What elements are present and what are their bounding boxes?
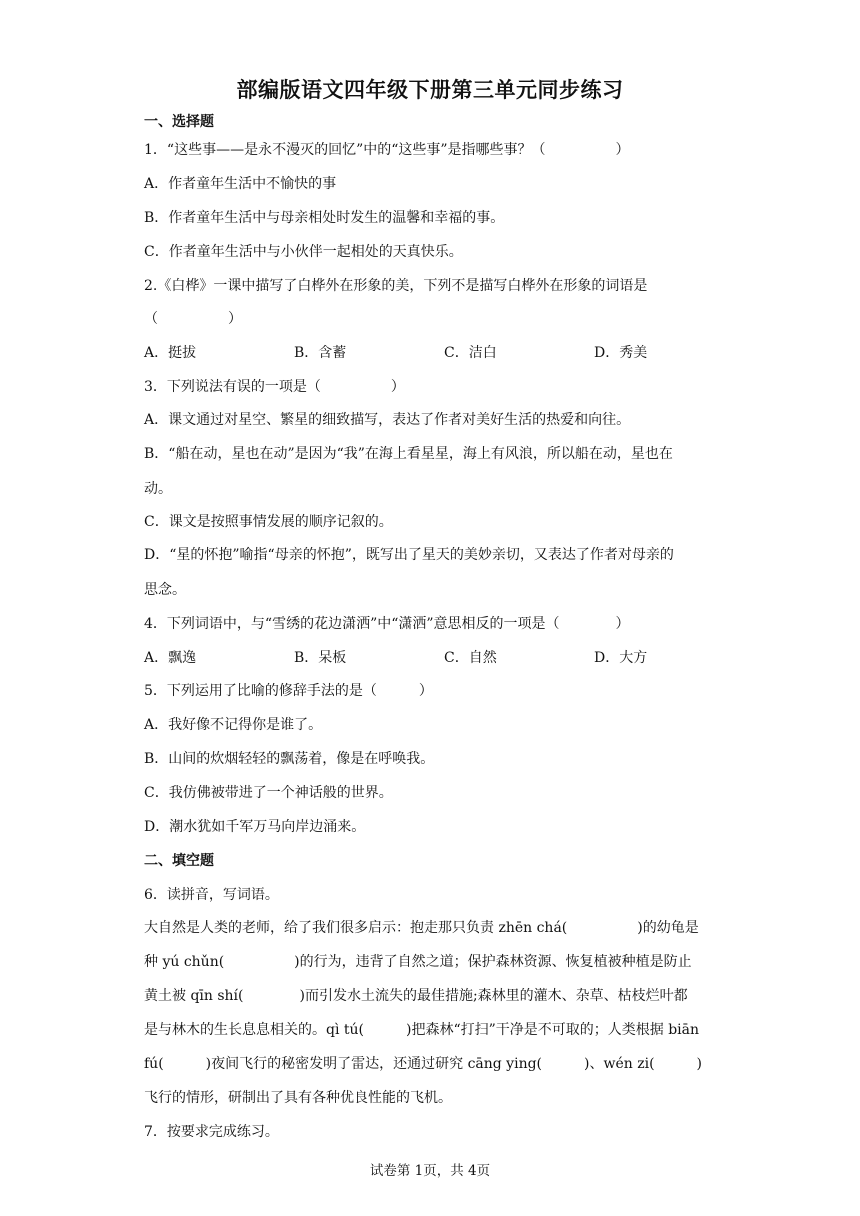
- question-6-passage-line-2: 种 yú chǔn( )的行为，违背了自然之道；保护森林资源、恢复植被种植是防止: [144, 954, 692, 970]
- question-5-option-a: A．我好像不记得你是谁了。: [144, 717, 323, 733]
- question-1-option-b: B．作者童年生活中与母亲相处时发生的温馨和幸福的事。: [144, 210, 505, 226]
- question-1-stem: 1．“这些事——是永不漫灭的回忆”中的“这些事”是指哪些事？（ ）: [144, 142, 630, 158]
- question-2-answer-paren: （ ）: [144, 311, 242, 327]
- question-3-option-c: C．课文是按照事情发展的顺序记叙的。: [144, 514, 393, 530]
- question-6-passage-line-1: 大自然是人类的老师，给了我们很多启示：抱走那只负责 zhēn chá( )的幼龟是: [144, 920, 699, 936]
- question-3-option-d-cont: 思念。: [144, 582, 186, 598]
- question-4-option-d: D．大方: [594, 650, 648, 666]
- question-2-stem: 2.《白桦》一课中描写了白桦外在形象的美，下列不是描写白桦外在形象的词语是: [144, 278, 648, 294]
- question-7-stem: 7．按要求完成练习。: [144, 1124, 279, 1140]
- question-2-option-b: B．含蓄: [294, 345, 347, 361]
- question-2-option-a: A．挺拔: [144, 345, 197, 361]
- question-5-option-c: C．我仿佛被带进了一个神话般的世界。: [144, 785, 393, 801]
- question-3-option-b: B．“船在动，星也在动”是因为“我”在海上看星星，海上有风浪，所以船在动，星也在: [144, 446, 673, 462]
- question-6-passage-line-3: 黄土被 qīn shí( )而引发水土流失的最佳措施;森林里的灌木、杂草、枯枝烂叶都: [144, 988, 688, 1004]
- question-1-option-a: A．作者童年生活中不愉快的事: [144, 176, 337, 192]
- question-3-stem: 3．下列说法有误的一项是（ ）: [144, 379, 405, 395]
- question-4-option-a: A．飘逸: [144, 650, 197, 666]
- page-footer: 试卷第 1页，共 4页: [369, 1163, 491, 1179]
- question-2-option-c: C．洁白: [444, 345, 497, 361]
- section-heading-choice: 一、选择题: [144, 114, 214, 130]
- question-6-passage-line-4: 是与林木的生长息息相关的。qì tú( )把森林“打扫”干净是不可取的；人类根据 biān: [144, 1022, 700, 1038]
- question-1-option-c: C．作者童年生活中与小伙伴一起相处的天真快乐。: [144, 244, 463, 260]
- question-6-passage-line-5: fú( )夜间飞行的秘密发明了雷达，还通过研究 cāng ying( )、wén zi( ): [144, 1056, 702, 1072]
- question-4-option-b: B．呆板: [294, 650, 347, 666]
- question-4-option-c: C．自然: [444, 650, 497, 666]
- page-title: 部编版语文四年级下册第三单元同步练习: [236, 78, 624, 102]
- question-3-option-d: D．“星的怀抱”喻指“母亲的怀抱”，既写出了星天的美妙亲切，又表达了作者对母亲的: [144, 547, 674, 563]
- question-3-option-a: A．课文通过对星空、繁星的细致描写，表达了作者对美好生活的热爱和向往。: [144, 412, 631, 428]
- section-heading-fill: 二、填空题: [144, 853, 214, 869]
- question-4-stem: 4．下列词语中，与“雪绣的花边潇洒”中“潇洒”意思相反的一项是（ ）: [144, 616, 630, 632]
- question-2-option-d: D．秀美: [594, 345, 648, 361]
- question-6-stem: 6．读拼音，写词语。: [144, 887, 279, 903]
- question-5-option-d: D．潮水犹如千军万马向岸边涌来。: [144, 819, 366, 835]
- question-5-stem: 5．下列运用了比喻的修辞手法的是（ ）: [144, 683, 433, 699]
- question-5-option-b: B．山间的炊烟轻轻的飘荡着，像是在呼唤我。: [144, 751, 435, 767]
- question-3-option-b-cont: 动。: [144, 481, 172, 497]
- question-6-passage-line-6: 飞行的情形，研制出了具有各种优良性能的飞机。: [144, 1090, 452, 1106]
